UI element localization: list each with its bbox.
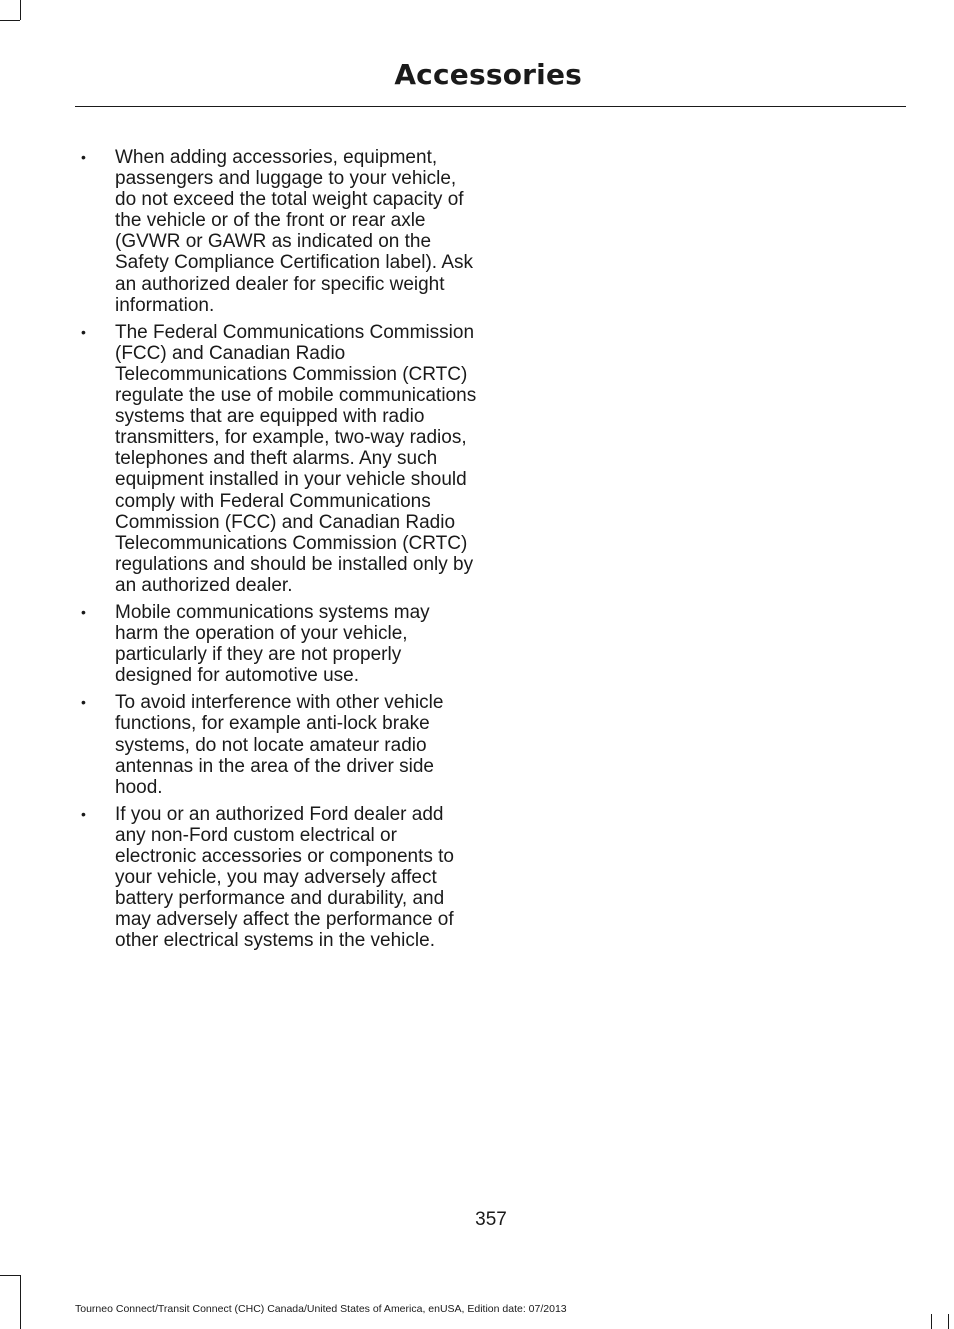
bullet-dot: • <box>81 149 86 165</box>
crop-mark-bottom-left-horizontal <box>0 1275 20 1276</box>
list-item-text: The Federal Communications Commission (FCC) and Canadian Radio Telecommunications Commission (CRTC) regulate the use of mobile communications systems that are equipped with radio transmitters, for example, two-way radios, telephones and theft alarms. Any such equipment installed in your vehicle should comply with Federal Communications Commission (FCC) and Canadian Radio Telecommunications Commission (CRTC) regulations and should be installed only by an authorized dealer. <box>115 321 477 596</box>
list-item <box>78 602 478 686</box>
crop-mark-top-left-vertical <box>20 0 21 20</box>
page-title: Accessories <box>394 58 582 91</box>
list-item <box>78 147 478 316</box>
bullet-dot: • <box>81 323 86 340</box>
crop-mark-bottom-right-vertical-outer <box>948 1314 949 1329</box>
list-item-text: Mobile communications systems may harm the operation of your vehicle, particularly if they are not properly designed for automotive use. <box>115 601 430 687</box>
bullet-list <box>78 147 478 957</box>
bullet-dot: • <box>81 603 86 620</box>
list-item <box>78 322 478 596</box>
header-divider <box>75 106 906 107</box>
footer-edition-text: Tourneo Connect/Transit Connect (CHC) Canada/United States of America, enUSA, Edition date: 07/2013 <box>75 1303 567 1315</box>
list-item <box>78 692 478 797</box>
page-number: 357 <box>475 1209 507 1230</box>
crop-mark-bottom-right-vertical-inner <box>931 1314 932 1329</box>
crop-mark-bottom-left-vertical <box>20 1275 21 1329</box>
bullet-dot: • <box>81 694 86 711</box>
list-item-text: If you or an authorized Ford dealer add any non-Ford custom electrical or electronic accessories or components to your vehicle, you may adversely affect battery performance and durability, and may adversely affect the performance of other electrical systems in the vehicle. <box>115 803 454 952</box>
list-item-text: To avoid interference with other vehicle functions, for example anti-lock brake systems, do not locate amateur radio antennas in the area of the driver side hood. <box>115 692 444 798</box>
bullet-dot: • <box>81 805 86 822</box>
list-item <box>78 804 478 952</box>
crop-mark-top-left-horizontal <box>0 20 20 21</box>
list-item-text: When adding accessories, equipment, passengers and luggage to your vehicle, do not exceed the total weight capacity of the vehicle or of the front or rear axle (GVWR or GAWR as indicated on the Safety Compliance Certification label). Ask an authorized dealer for specific weight information. <box>115 147 473 316</box>
